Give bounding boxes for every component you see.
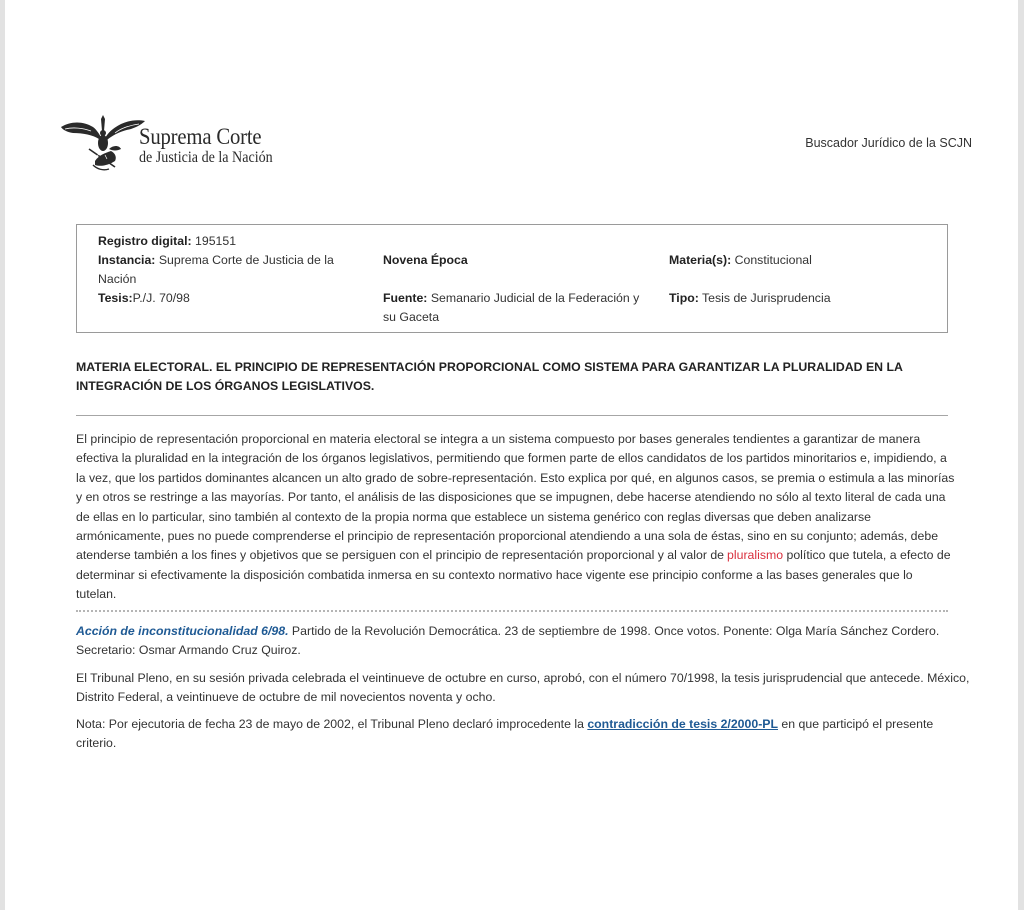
eagle-emblem-icon [59,113,149,175]
thesis-title: MATERIA ELECTORAL. EL PRINCIPIO DE REPRESENTACIÓN PROPORCIONAL COMO SISTEMA PARA GARANTIZAR LA PLURALIDAD EN LA INTEGRACIÓN DE LOS ÓRGANOS LEGISLATIVOS. [76,360,903,393]
fuente [383,289,653,327]
fuente-value: Semanario Judicial de la Federación y su Gaceta [383,291,640,324]
precedent-link[interactable]: Acción de inconstitucionalidad 6/98. [76,624,289,638]
title-divider [76,415,948,416]
tipo-value: Tesis de Jurisprudencia [702,291,831,305]
tesis-value: P./J. 70/98 [132,291,190,305]
scjn-logo [59,113,299,175]
materia-label: Materia(s): [669,253,732,267]
tipo-label: Tipo: [669,291,699,305]
tipo [669,289,831,308]
instancia-label: Instancia: [98,253,156,267]
instancia [98,251,368,289]
registro-label: Registro digital: [98,234,192,248]
pleno-approval-text: El Tribunal Pleno, en su sesión privada celebrada el veintinueve de octubre en curso, aprobó, con el número 70/1998, la tesis jurisprudencial que antecede. México, Distrito Federal, a veintinueve de octubre de mil novecientos noventa y ocho. [76,671,970,705]
logo-title: Suprema Corte [139,124,262,149]
thesis-body [76,430,956,605]
document-page [5,0,1018,910]
nota-before: Nota: Por ejecutoria de fecha 23 de mayo de 2002, el Tribunal Pleno declaró improcedente la [76,717,588,731]
materia-value: Constitucional [734,253,812,267]
page-edge-right [1018,0,1024,910]
highlighted-term: pluralismo [727,548,784,563]
nota-after: en que participó el presente criterio. [76,717,934,751]
buscador-label: Buscador Jurídico de la SCJN [805,136,972,150]
instancia-value: Suprema Corte de Justicia de la Nación [98,253,334,286]
fuente-label: Fuente: [383,291,428,305]
registro-digital [98,232,236,251]
nota [76,715,956,754]
tesis-label: Tesis: [98,291,133,305]
epoca [383,251,468,270]
tesis [98,289,190,308]
contradiccion-link[interactable]: contradicción de tesis 2/2000-PL [587,717,779,731]
precedent-divider [76,610,948,612]
body-text-before: El principio de representación proporcional en materia electoral se integra a un sistema compuesto por bases generales tendientes a garantizar de manera efectiva la pluralidad en la integración de los órganos legislativos, permitiendo que formen parte de ellos candidatos de los partidos minoritarios e, impidiendo, a la vez, que los partidos dominantes alcancen un alto grado de sobre-representación. Esto explica por qué, en algunos casos, se premia o estimula a las minorías y en otros se restringe a las mayorías. Por tanto, el análisis de las disposiciones que se impugnen, debe hacerse atendiendo no sólo al texto literal de cada una de ellas en lo particular, sino también al contexto de la propia norma que establece un sistema genérico con reglas diversas que deben analizarse armónicamente, pues no puede comprenderse el principio de representación proporcional atendiendo a una sola de éstas, sino en su conjunto; además, debe atenderse también a los fines y objetivos que se persiguen con el principio de representación proporcional y al valor de [76,432,955,563]
body-text-after: político que tutela, a efecto de determinar si efectivamente la disposición combatida inmersa en su contexto normativo hace vigente ese principio conforme a las bases generales que lo tutelan. [76,548,951,602]
precedent-text: Partido de la Revolución Democrática. 23 de septiembre de 1998. Once votos. Ponente: Olga María Sánchez Cordero. Secretario: Osmar Armando Cruz Quiroz. [76,624,940,658]
logo-subtitle: de Justicia de la Nación [139,149,273,166]
precedent [76,622,956,661]
materia [669,251,812,270]
metadata-box [76,224,948,333]
epoca-value: Novena Época [383,253,468,267]
registro-value: 195151 [195,234,237,248]
